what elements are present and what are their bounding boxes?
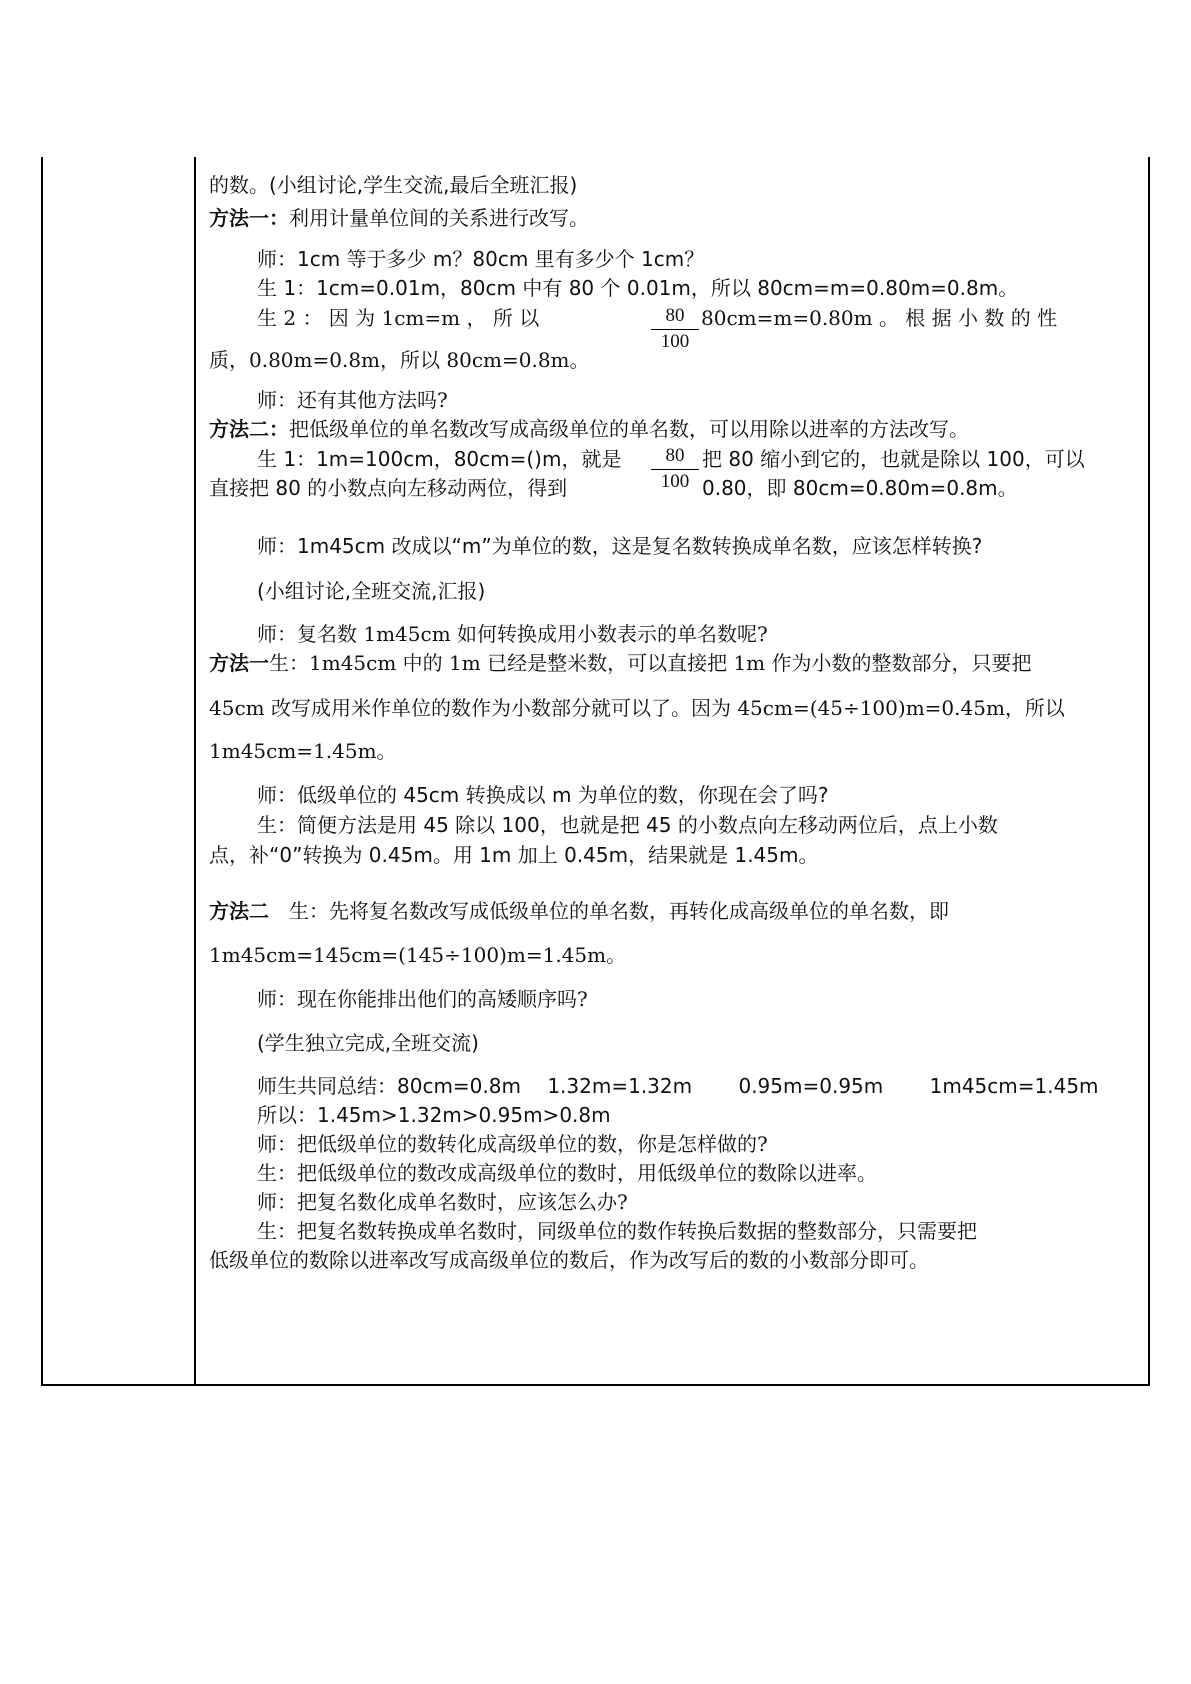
method-text: 把低级单位的单名数改写成高级单位的单名数，可以用除以进率的方法改写。 [289, 417, 969, 441]
text-line: 师：把低级单位的数转化成高级单位的数，你是怎样做的? [257, 1132, 768, 1156]
text-line: 点，补“0”转换为 0.45m。用 1m 加上 0.45m，结果就是 1.45m。 [209, 843, 819, 867]
text-segment: 把 80 缩小到它的，也就是除以 100，可以 [702, 447, 1085, 471]
text-line-justified [257, 304, 539, 332]
text-line: 生：简便方法是用 45 除以 100，也就是把 45 的小数点向左移动两位后，点上小数 [257, 813, 998, 837]
fraction-numerator: 80 [651, 444, 699, 470]
text-line: 师：低级单位的 45cm 转换成以 m 为单位的数，你现在会了吗? [257, 783, 829, 807]
method-label: 方法二 [209, 899, 269, 923]
text-line: 1m45cm=145cm=(145÷100)m=1.45m。 [209, 943, 627, 967]
text-line: 质，0.80m=0.8m，所以 80cm=0.8m。 [209, 348, 590, 372]
text-line: 师：复名数 1m45cm 如何转换成用小数表示的单名数呢? [257, 622, 768, 646]
method-text: 生：1m45cm 中的 1m 已经是整米数，可以直接把 1m 作为小数的整数部分，只要把 [269, 651, 1032, 675]
method-two-line [209, 897, 949, 925]
text-line: (小组讨论,全班交流,汇报) [257, 579, 486, 603]
text-line: 1m45cm=1.45m。 [209, 739, 397, 763]
fraction-denominator: 100 [660, 331, 690, 352]
method-one-line [209, 204, 589, 232]
fraction [651, 304, 699, 354]
text-line: 师：1m45cm 改成以“m”为单位的数，这是复名数转换成单名数，应该怎样转换? [257, 534, 983, 558]
text-line: 师：现在你能排出他们的高矮顺序吗? [257, 987, 588, 1011]
method-label: 方法一 [209, 651, 269, 675]
text-line: 生：把低级单位的数改成高级单位的数时，用低级单位的数除以进率。 [257, 1161, 877, 1185]
text-segment: 生 2 ： 因 为 1cm=m ， 所 以 [257, 306, 540, 330]
fraction-denominator: 100 [660, 471, 690, 492]
method-label: 方法一： [209, 206, 289, 230]
text-line: 生：把复名数转换成单名数时，同级单位的数作转换后数据的整数部分，只需要把 [257, 1219, 977, 1243]
text-line: 师生共同总结：80cm=0.8m 1.32m=1.32m 0.95m=0.95m 1m45cm=1.45m [257, 1074, 1099, 1098]
fraction [651, 444, 699, 494]
method-text: 利用计量单位间的关系进行改写。 [289, 206, 589, 230]
text-segment: 生 1：1m=100cm，80cm=()m，就是 [257, 447, 622, 471]
method-text: 生：先将复名数改写成低级单位的单名数，再转化成高级单位的单名数，即 [289, 899, 949, 923]
text-line: 生 1：1cm=0.01m，80cm 中有 80 个 0.01m，所以 80cm=m=0.80m=0.8m。 [257, 276, 1019, 300]
column-divider [194, 157, 196, 1386]
text-segment: 直接把 80 的小数点向左移动两位，得到 [209, 476, 568, 500]
text-line: 师：还有其他方法吗? [257, 388, 448, 412]
text-line: 所以：1.45m>1.32m>0.95m>0.8m [257, 1103, 611, 1127]
text-line: 低级单位的数除以进率改写成高级单位的数后，作为改写后的数的小数部分即可。 [209, 1248, 929, 1272]
method-two-line [209, 415, 969, 443]
text-line: 45cm 改写成用米作单位的数作为小数部分就可以了。因为 45cm=(45÷100)m=0.45m，所以 [209, 696, 1065, 720]
method-label: 方法二： [209, 417, 289, 441]
text-line: 的数。(小组讨论,学生交流,最后全班汇报) [209, 173, 578, 197]
text-segment: 0.80，即 80cm=0.80m=0.8m。 [702, 476, 1018, 500]
text-line: (学生独立完成,全班交流) [257, 1031, 479, 1055]
text-line: 师：把复名数化成单名数时，应该怎么办? [257, 1190, 628, 1214]
text-segment: 80cm=m=0.80m 。 根 据 小 数 的 性 [701, 306, 1058, 330]
method-one-line [209, 649, 1031, 677]
text-line: 师：1cm 等于多少 m？80cm 里有多少个 1cm？ [257, 247, 705, 271]
fraction-numerator: 80 [651, 304, 699, 330]
